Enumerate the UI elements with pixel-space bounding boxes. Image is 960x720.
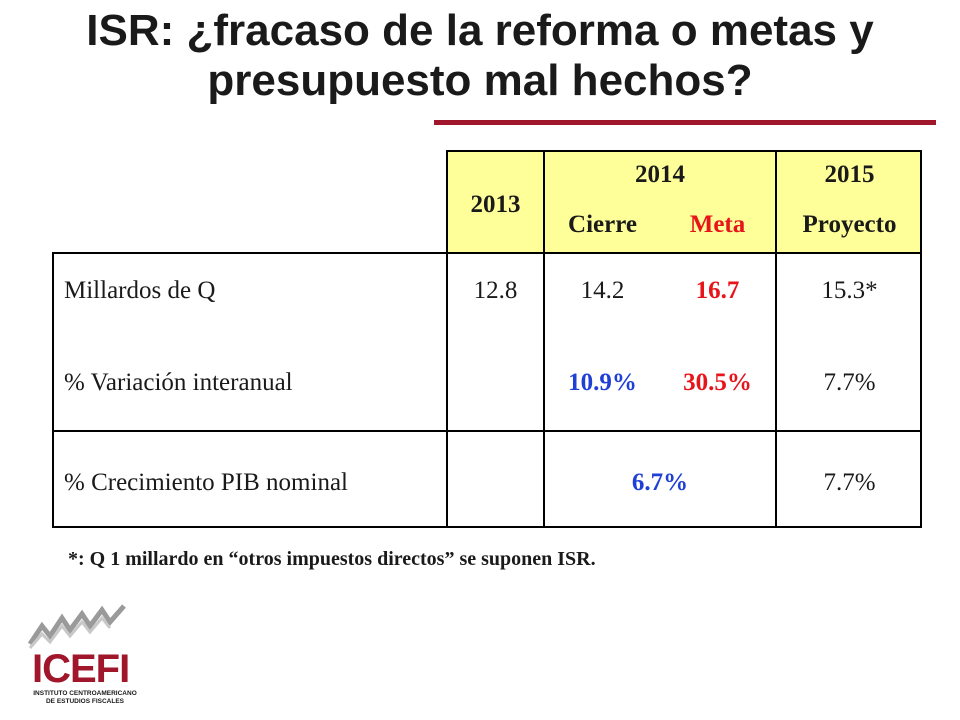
isr-table: [52, 150, 922, 526]
footnote: *: Q 1 millardo en “otros impuestos directos” se suponen ISR.: [68, 548, 596, 570]
header-2013: 2013: [470, 191, 521, 218]
logo-wordmark: ICEFI: [32, 647, 130, 691]
row-divider: [52, 430, 922, 432]
row-millardos-2013: 12.8: [473, 277, 518, 304]
row-pib-2015: 7.7%: [823, 469, 876, 496]
row-millardos-cierre: 14.2: [580, 277, 625, 304]
logo-zigzag-icon: [24, 604, 144, 650]
logo-subtitle: [30, 690, 140, 706]
logo-subtitle-line-1: INSTITUTO CENTROAMERICANO: [33, 690, 137, 697]
header-2014-meta: Meta: [689, 211, 746, 238]
row-millardos-label: Millardos de Q: [64, 277, 216, 304]
icefi-logo: [24, 604, 144, 716]
header-2014: 2014: [635, 161, 685, 188]
header-2015: 2015: [824, 161, 875, 188]
slide-title: [20, 6, 940, 106]
title-underline: [434, 120, 936, 125]
row-millardos-meta: 16.7: [695, 277, 740, 304]
row-variacion-cierre: 10.9%: [568, 369, 637, 396]
row-millardos-2015: 15.3*: [821, 277, 878, 304]
row-variacion-meta: 30.5%: [683, 369, 752, 396]
row-pib-label: % Crecimiento PIB nominal: [64, 469, 348, 496]
row-variacion-2015: 7.7%: [823, 369, 876, 396]
logo-subtitle-line-2: DE ESTUDIOS FISCALES: [45, 698, 124, 705]
title-line-1: ISR: ¿fracaso de la reforma o metas y: [86, 6, 874, 55]
header-2014-cierre: Cierre: [568, 211, 637, 238]
row-pib-2014: 6.7%: [631, 469, 689, 496]
row-variacion-label: % Variación interanual: [64, 369, 293, 396]
header-2015-proyecto: Proyecto: [802, 211, 897, 238]
title-line-2: presupuesto mal hechos?: [207, 56, 753, 105]
